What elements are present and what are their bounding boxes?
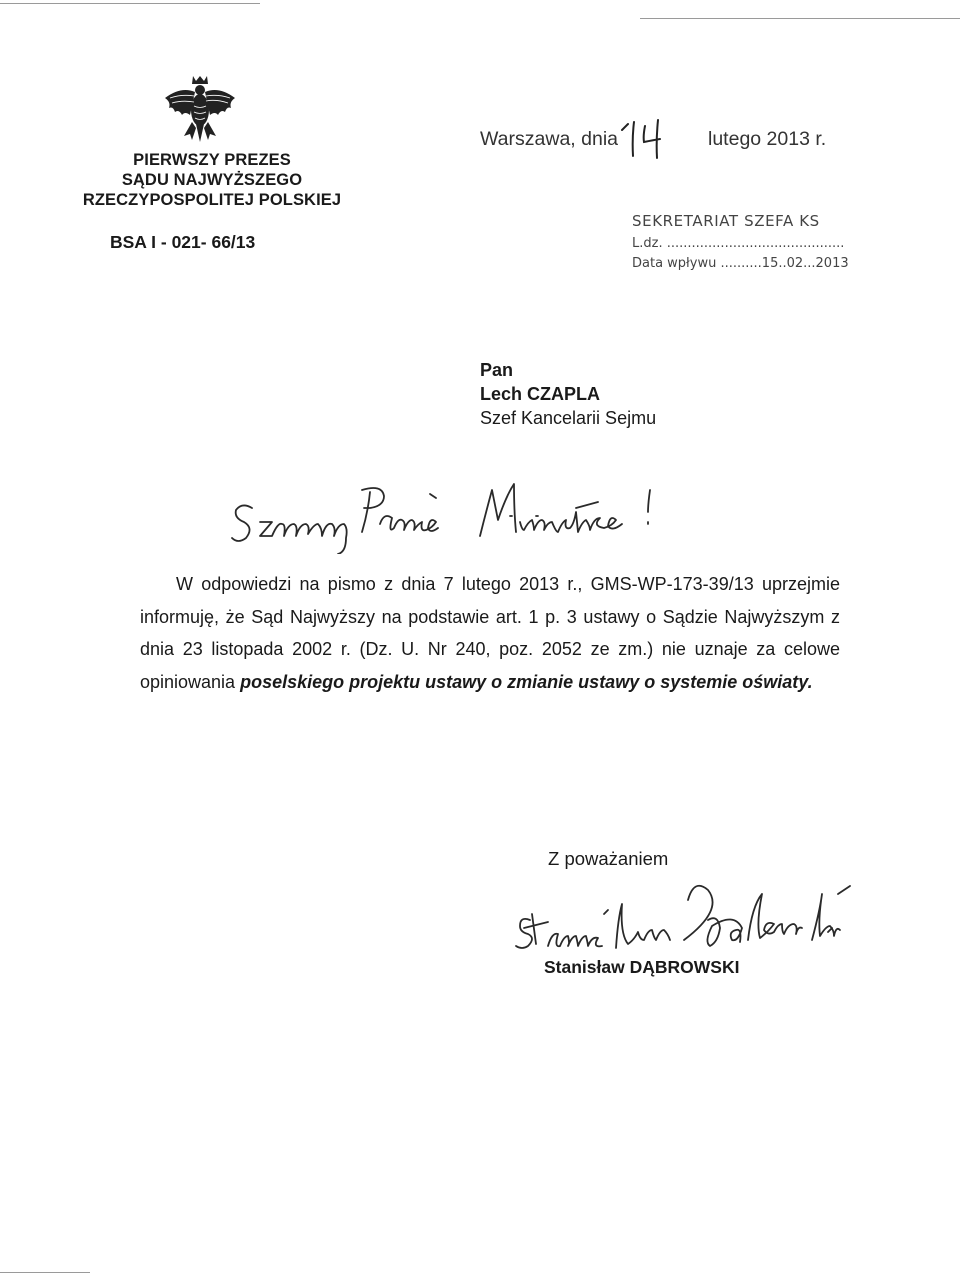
issuer-block [62,150,362,210]
stamp-ldz: L.dz. ........................................... [632,236,845,251]
recipient-position: Szef Kancelarii Sejmu [480,408,657,428]
letter-body-emphasis: poselskiego projektu ustawy o zmianie ustawy o systemie oświaty. [240,671,813,692]
signer-name: Stanisław DĄBROWSKI [544,957,740,977]
recipient-title: Pan [480,360,514,380]
closing-phrase: Z poważaniem [548,848,669,869]
registry-stamp [632,212,862,271]
handwritten-salutation [230,478,830,554]
date-suffix: lutego 2013 r. [708,128,827,150]
scan-edge-line-bottom [0,1272,90,1273]
stamp-received-label: Data wpływu [632,256,717,271]
stamp-received-value: ..........15..02...2013 [720,256,849,271]
polish-eagle-emblem-icon [162,74,238,146]
scan-edge-line-top-right [640,18,960,19]
scan-edge-line-top [0,3,260,4]
recipient-name: Lech CZAPLA [480,384,601,404]
reference-number: BSA I - 021- 66/13 [110,232,256,252]
handwritten-signature [512,880,902,960]
stamp-received-row [632,256,862,271]
issuer-title-line3: RZECZYPOSPOLITEJ POLSKIEJ [82,191,342,209]
recipient-block [480,358,656,430]
letter-body-text: W odpowiedzi na pismo z dnia 7 lutego 2013 r., GMS-WP-173-39/13 uprzejmie informuję, że Sąd Najwyższy na podstawie art. 1 p. 3 ustawy o Sądzie Najwyższym z dnia 23 listopada 2002 r. (Dz. U. Nr 240, poz. 2052 ze zm.) nie uznaje za celowe opiniowania [140,574,840,692]
date-prefix: Warszawa, dnia [480,128,618,150]
handwritten-day [618,116,678,160]
issuer-title-line2: SĄDU NAJWYŻSZEGO [121,171,303,189]
issuer-title-line1: PIERWSZY PREZES [133,151,291,169]
stamp-title: SEKRETARIAT SZEFA KS [632,212,820,230]
letter-body [140,568,840,698]
